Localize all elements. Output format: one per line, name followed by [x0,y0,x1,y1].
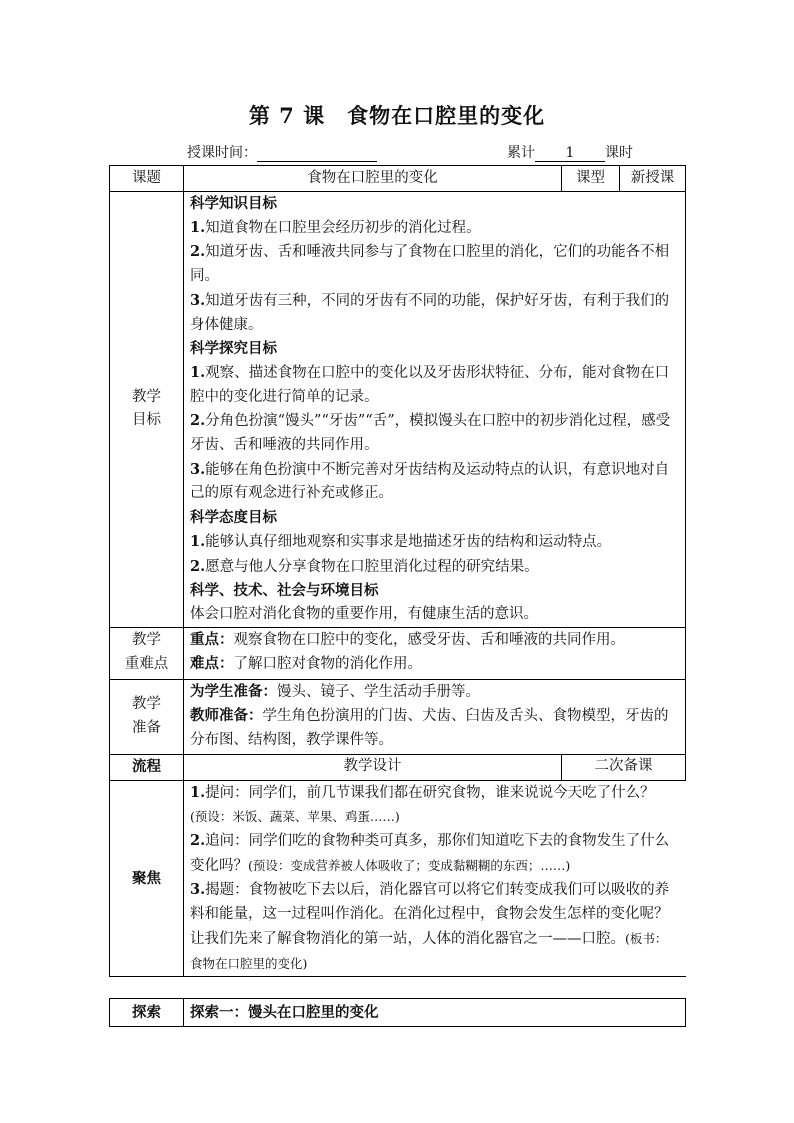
lesson-plan-table [109,165,686,977]
goal-heading: 科学探究目标 [190,340,277,358]
explore-row [110,999,686,1027]
period-count [507,142,633,162]
goal-item: 2.分角色扮演“馒头”“牙齿”“舌”，模拟馒头在口腔中的初步消化过程，感受牙齿、舌和唾液的共同作用。 [190,412,671,454]
type-value: 新授课 [620,166,686,192]
count-prefix: 累计 [507,145,535,161]
type-label: 课型 [562,166,620,192]
goal-item: 3.能够在角色扮演中不断完善对牙齿结构及运动特点的认识，有意识地对自己的原有观念进行补充或修正。 [190,460,670,502]
process-header: 流程 [110,754,184,780]
goals-row [110,192,686,628]
flow-header-row [110,754,686,780]
goal-item: 1.知道食物在口腔里会经历初步的消化过程。 [190,218,481,236]
key-points-content [184,627,686,679]
goal-item: 2.愿意与他人分享食物在口腔里消化过程的研究结果。 [190,557,539,575]
focus-section-content [184,780,686,977]
step-reveal: 3.揭题：食物被吃下去以后，消化器官可以将它们转变成我们可以吸收的养料和能量，这一过程叫作消化。在消化过程中，食物会发生怎样的变化呢？让我们先来了解食物消化的第一站，人体的消化器官之一——口腔。(板书：食物在口腔里的变化) [190,881,670,971]
lesson-meta [0,142,794,162]
goal-item: 3.知道牙齿有三种，不同的牙齿有不同的功能，保护好牙齿，有利于我们的身体健康。 [190,291,670,333]
class-time [187,142,377,162]
explore-title: 探索一：馒头在口腔里的变化 [184,999,686,1027]
count-value: 1 [535,145,605,162]
difficulty-point: 难点：了解口腔对食物的消化作用。 [190,655,422,673]
prep-row [110,679,686,754]
focus-section-row [110,780,686,977]
goals-content [184,192,686,628]
topic-row [110,166,686,192]
goal-item: 1.能够认真仔细地观察和实事求是地描述牙齿的结构和运动特点。 [190,532,612,550]
goal-heading: 科学态度目标 [190,509,277,527]
goal-heading: 科学、技术、社会与环境目标 [190,582,379,600]
topic-label: 课题 [110,166,184,192]
focus-point: 重点：观察食物在口腔中的变化，感受牙齿、舌和唾液的共同作用。 [190,630,625,648]
key-points-row [110,627,686,679]
design-header: 教学设计 [184,754,562,780]
teacher-prep: 教师准备：学生角色扮演用的门齿、犬齿、臼齿及舌头、食物模型，牙齿的分布图、结构图，教学课件等。 [190,707,669,749]
step-follow-up-note: (预设：变成营养被人体吸收了；变成黏糊糊的东西；……) [248,857,571,873]
prep-content [184,679,686,754]
goals-label: 教学 目标 [110,192,184,628]
lesson-title: 第 7 课 食物在口腔里的变化 [248,103,546,128]
class-time-label: 授课时间： [187,145,257,161]
step-reveal-note: (板书：食物在口腔里的变化) [190,930,668,971]
step-follow-up: 2.追问：同学们吃的食物种类可真多，那你们知道吃下去的食物发生了什么变化吗？(预设：变成营养被人体吸收了；变成黏糊糊的东西；……) [190,832,670,874]
goal-item: 2.知道牙齿、舌和唾液共同参与了食物在口腔里的消化，它们的功能各不相同。 [190,243,670,285]
secondary-header: 二次备课 [562,754,686,780]
explore-table [109,998,686,1027]
explore-label: 探索 [110,999,184,1027]
key-points-label: 教学 重难点 [110,627,184,679]
step-ask-note: (预设：米饭、蔬菜、苹果、鸡蛋……) [190,809,400,825]
focus-section-label: 聚焦 [110,780,184,977]
class-time-blank [257,145,377,162]
goal-item: 体会口腔对消化食物的重要作用，有健康生活的意识。 [190,605,538,622]
student-prep: 为学生准备：馒头、镜子、学生活动手册等。 [190,682,480,700]
goal-heading: 科学知识目标 [190,195,277,212]
topic-value: 食物在口腔里的变化 [184,166,562,192]
prep-label: 教学 准备 [110,679,184,754]
count-suffix: 课时 [605,145,633,161]
goal-item: 1.观察、描述食物在口腔中的变化以及牙齿形状特征、分布，能对食物在口腔中的变化进行简单的记录。 [190,363,670,405]
step-ask: 1.提问：同学们，前几节课我们都在研究食物，谁来说说今天吃了什么？ [190,783,655,801]
